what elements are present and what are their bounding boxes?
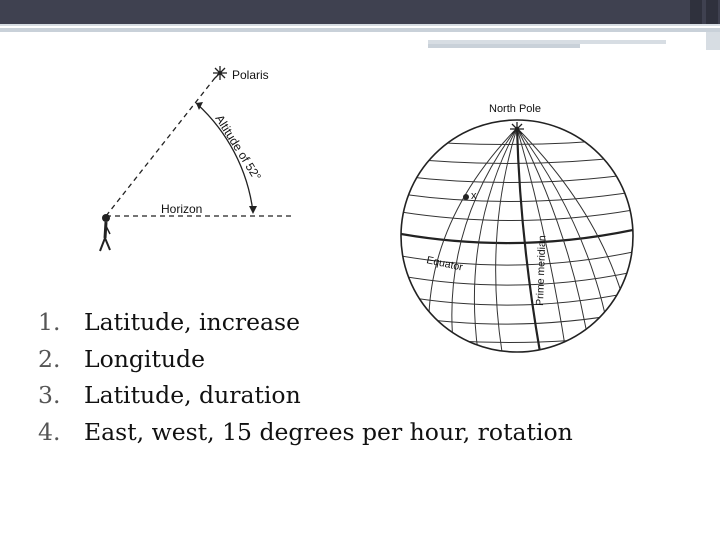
list-item-number: 2.: [38, 344, 61, 373]
equator-label: Equator: [425, 254, 464, 274]
list-item-number: 4.: [38, 417, 61, 446]
list-item-text: East, west, 15 degrees per hour, rotation: [84, 417, 573, 446]
list-item: [38, 341, 598, 378]
list-item-text: Latitude, increase: [84, 308, 300, 336]
polaris-star-icon: [213, 66, 227, 80]
list-item-number: 1.: [38, 308, 61, 336]
altitude-label: Altitude of 52°: [212, 112, 264, 184]
list-item: [38, 377, 598, 414]
sightline-to-polaris: [106, 74, 218, 216]
location-x-dot: [463, 194, 469, 200]
location-x-label: x: [471, 190, 477, 202]
list-item: [38, 304, 598, 341]
prime-meridian-label: Prime meridian: [534, 235, 549, 307]
answer-list: [38, 304, 598, 450]
list-item-text: Latitude, duration: [84, 381, 301, 409]
north-pole-star-icon: [510, 122, 524, 136]
list-item: [38, 414, 598, 451]
list-item-number: 3.: [38, 381, 61, 409]
polaris-label: Polaris: [232, 68, 269, 82]
north-pole-label: North Pole: [489, 103, 541, 115]
horizon-label: Horizon: [161, 202, 203, 216]
altitude-diagram: [100, 66, 295, 251]
arc-arrowhead-bottom: [249, 206, 257, 214]
observer-figure-icon: [100, 214, 110, 251]
list-item-text: Longitude: [84, 344, 205, 373]
